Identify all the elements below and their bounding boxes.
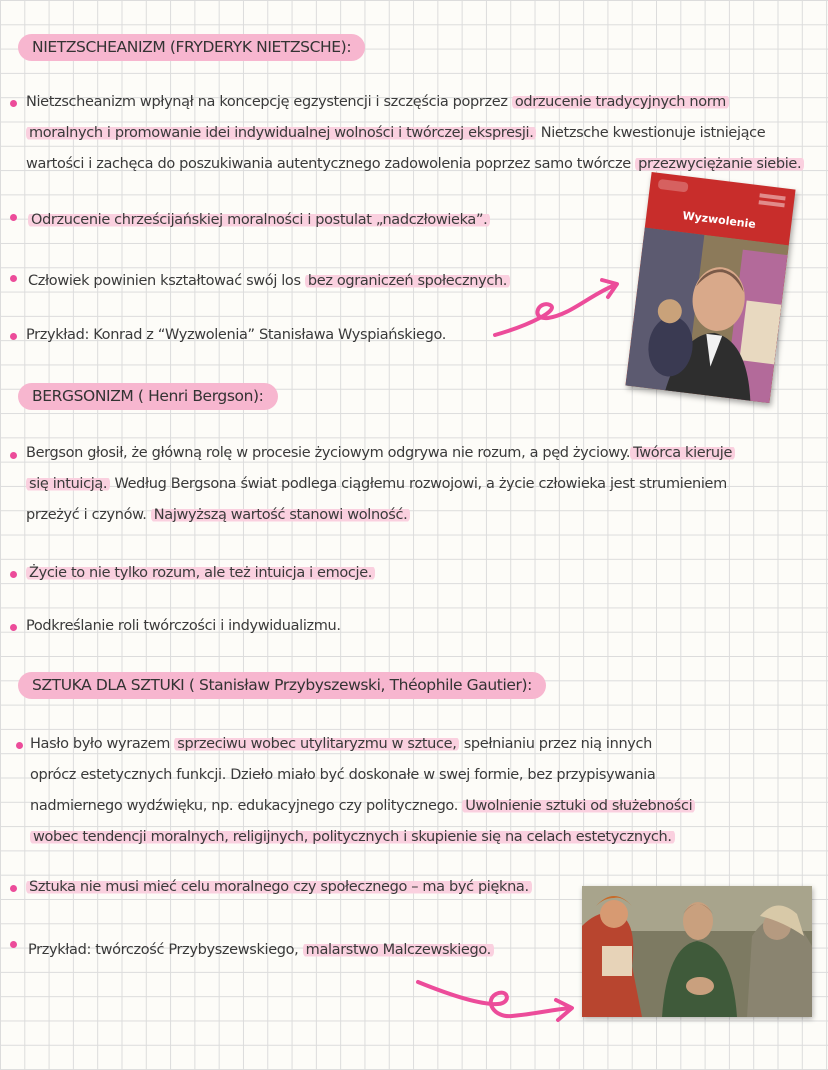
paragraph-sztuka (30, 729, 695, 853)
text: Przykład: twórczość Przybyszewskiego, (28, 942, 303, 958)
arrow-icon (490, 270, 630, 350)
highlight: sprzeciwu wobec utylitaryzmu w sztuce, (174, 736, 459, 752)
highlight: wobec tendencji moralnych, religijnych, politycznych i skupienie się na celach estetycznych. (30, 829, 675, 845)
highlight: Sztuka nie musi mieć celu moralnego czy społecznego – ma być piękna. (26, 879, 532, 895)
highlight: bez ograniczeń społecznych. (305, 273, 510, 289)
highlight: Twórca kieruje (630, 445, 735, 461)
bullet-tworczosc (26, 611, 341, 642)
author-mark (759, 200, 785, 207)
text: Nietzsche kwestionuje istniejące (536, 125, 766, 141)
text: Bergson głosił, że główną rolę w procesie życiowym odgrywa nie rozum, a pęd życiowy. (26, 445, 631, 461)
bullet-przyklad-konrad (26, 320, 446, 351)
highlight: się intuicją. (26, 476, 110, 492)
text: nadmiernego wydźwięku, np. edukacyjnego czy politycznego. (30, 798, 463, 814)
highlight: malarstwo Malczewskiego. (303, 942, 494, 958)
painting-malczewski (582, 886, 812, 1017)
bullet-przyklad-malczewski (28, 935, 494, 966)
highlight: Życie to nie tylko rozum, ale też intuicja i emocje. (26, 565, 375, 581)
bullet-dot (10, 885, 17, 892)
portrait-illustration (625, 228, 788, 403)
highlight: odrzucenie tradycyjnych norm (512, 94, 729, 110)
highlight: moralnych i promowanie idei indywidualnej wolności i twórczej ekspresji. (26, 125, 536, 141)
painting-illustration (582, 886, 812, 1017)
text: wartości i zachęca do poszukiwania autentycznego zadowolenia poprzez samo twórcze (26, 156, 636, 172)
text: Podkreślanie roli twórczości i indywidualizmu. (26, 618, 341, 634)
bullet-dot (10, 100, 17, 107)
text: Przykład: Konrad z “Wyzwolenia” Stanisława Wyspiańskiego. (26, 327, 446, 343)
heading-sztuka-dla-sztuki: SZTUKA DLA SZTUKI ( Stanisław Przybyszewski, Théophile Gautier): (18, 672, 546, 699)
arrow-icon (410, 970, 580, 1040)
bullet-los (28, 266, 510, 297)
text: Hasło było wyrazem (30, 736, 175, 752)
bullet-dot (10, 571, 17, 578)
logo (658, 179, 689, 193)
text: Nietzscheanizm wpłynął na koncepcję egzystencji i szczęścia poprzez (26, 94, 512, 110)
book-title: Wyzwolenie (681, 209, 757, 231)
highlight: Uwolnienie sztuki od służebności (462, 798, 695, 814)
bullet-dot (10, 452, 17, 459)
highlight: Odrzucenie chrześcijańskiej moralności i postulat „nadczłowieka”. (28, 212, 490, 228)
bullet-nadczlowiek (28, 205, 490, 236)
highlight: Najwyższą wartość stanowi wolność. (151, 507, 411, 523)
bullet-dot (10, 624, 17, 631)
paragraph-nietzsche (26, 87, 804, 180)
bullet-dot (10, 333, 17, 340)
author-mark (759, 193, 785, 200)
paragraph-bergson (26, 438, 735, 531)
bullet-zycie (26, 558, 375, 589)
text: Człowiek powinien kształtować swój los (28, 273, 305, 289)
heading-nietzscheanizm: NIETZSCHEANIZM (FRYDERYK NIETZSCHE): (18, 34, 365, 61)
heading-bergsonizm: BERGSONIZM ( Henri Bergson): (18, 383, 278, 410)
bullet-piekna (26, 872, 532, 903)
book-cover-wyzwolenie (625, 172, 795, 403)
text: oprócz estetycznych funkcji. Dzieło miało być doskonałe w swej formie, bez przypisywania (30, 767, 656, 783)
bullet-dot (10, 214, 17, 221)
bullet-dot (10, 275, 17, 282)
bullet-dot (16, 742, 23, 749)
highlight: przezwyciężanie siebie. (635, 156, 804, 172)
text: spełnianiu przez nią innych (459, 736, 652, 752)
text: Według Bergsona świat podlega ciągłemu rozwojowi, a życie człowieka jest strumieniem (110, 476, 727, 492)
text: przeżyć i czynów. (26, 507, 151, 523)
bullet-dot (10, 941, 17, 948)
